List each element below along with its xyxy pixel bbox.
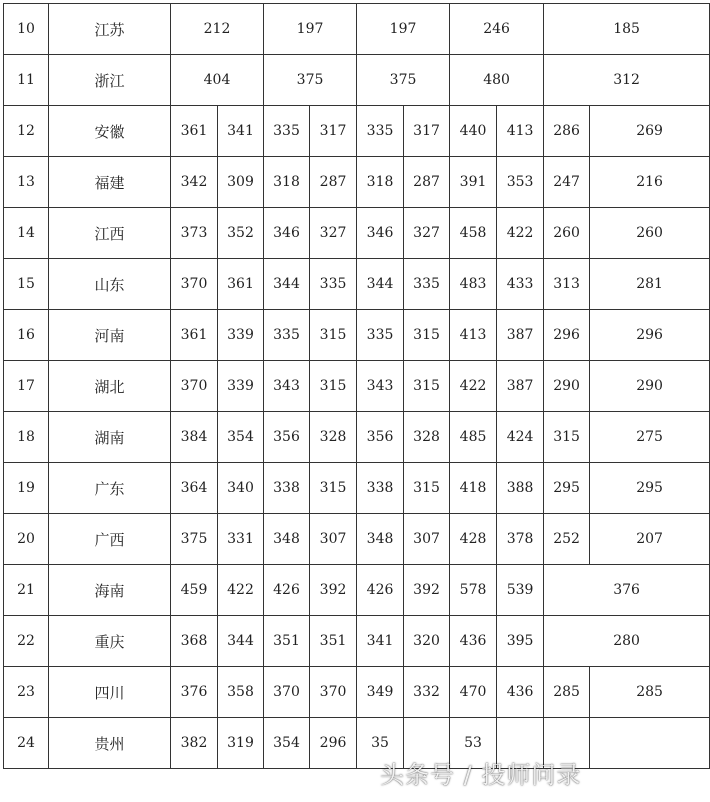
- row-index: 16: [4, 310, 49, 361]
- watermark: 头条号 / 投师问录: [380, 761, 582, 789]
- score-cell: 339: [218, 361, 264, 412]
- score-cell: 328: [310, 412, 357, 463]
- score-cell: 281: [590, 259, 710, 310]
- province-name: 贵州: [49, 718, 171, 769]
- province-name: 浙江: [49, 55, 171, 106]
- row-index: 18: [4, 412, 49, 463]
- score-cell: 216: [590, 157, 710, 208]
- score-cell: 351: [310, 616, 357, 667]
- score-cell: 327: [404, 208, 450, 259]
- province-name: 安徽: [49, 106, 171, 157]
- score-cell: 470: [450, 667, 497, 718]
- score-cell: 318: [357, 157, 404, 208]
- table-row: [4, 259, 710, 310]
- score-cell: [590, 718, 710, 769]
- score-cell-merged: 312: [544, 55, 710, 106]
- table-row: [4, 412, 710, 463]
- score-cell: 295: [590, 463, 710, 514]
- score-cell: 318: [264, 157, 310, 208]
- score-cell: 296: [544, 310, 590, 361]
- score-cell: 296: [590, 310, 710, 361]
- score-cell: 373: [171, 208, 218, 259]
- score-cell-merged: 280: [544, 616, 710, 667]
- province-name: 海南: [49, 565, 171, 616]
- row-index: 12: [4, 106, 49, 157]
- table-body: [4, 4, 710, 769]
- score-cell: 290: [590, 361, 710, 412]
- row-index: 17: [4, 361, 49, 412]
- score-cell: 335: [264, 106, 310, 157]
- row-index: 22: [4, 616, 49, 667]
- score-cell: 341: [357, 616, 404, 667]
- score-cell: 35: [357, 718, 404, 769]
- score-cell: 317: [404, 106, 450, 157]
- score-cell-merged: 480: [450, 55, 544, 106]
- score-cell: 344: [264, 259, 310, 310]
- score-cell: 340: [218, 463, 264, 514]
- score-cell: 354: [264, 718, 310, 769]
- score-cell: 459: [171, 565, 218, 616]
- score-cell: 433: [497, 259, 544, 310]
- province-name: 广西: [49, 514, 171, 565]
- score-cell: 384: [171, 412, 218, 463]
- table-row: [4, 310, 710, 361]
- score-cell: 353: [497, 157, 544, 208]
- province-name: 江西: [49, 208, 171, 259]
- score-cell: 376: [171, 667, 218, 718]
- score-cell: 207: [590, 514, 710, 565]
- score-cell: 346: [357, 208, 404, 259]
- score-cell: 392: [404, 565, 450, 616]
- score-cell-merged: 185: [544, 4, 710, 55]
- score-cell: 348: [264, 514, 310, 565]
- score-cell: 387: [497, 310, 544, 361]
- score-cell: 349: [357, 667, 404, 718]
- table-row: [4, 667, 710, 718]
- score-cell: 424: [497, 412, 544, 463]
- score-cell: 331: [218, 514, 264, 565]
- table-row: [4, 718, 710, 769]
- province-name: 山东: [49, 259, 171, 310]
- score-cell: 335: [310, 259, 357, 310]
- row-index: 20: [4, 514, 49, 565]
- table-row: [4, 106, 710, 157]
- score-cell: 361: [171, 310, 218, 361]
- score-cell: 413: [450, 310, 497, 361]
- score-cell: 260: [544, 208, 590, 259]
- score-cell: 335: [357, 310, 404, 361]
- score-cell: 315: [544, 412, 590, 463]
- score-cell: 346: [264, 208, 310, 259]
- score-cell: 356: [357, 412, 404, 463]
- score-cell-merged: 197: [357, 4, 450, 55]
- score-cell: 247: [544, 157, 590, 208]
- score-cell: 315: [310, 361, 357, 412]
- score-table: [3, 3, 710, 769]
- score-cell: 418: [450, 463, 497, 514]
- score-cell: 352: [218, 208, 264, 259]
- score-cell: 382: [171, 718, 218, 769]
- score-cell: 295: [544, 463, 590, 514]
- score-cell: 485: [450, 412, 497, 463]
- score-cell: 309: [218, 157, 264, 208]
- score-cell: 307: [404, 514, 450, 565]
- score-cell: 252: [544, 514, 590, 565]
- score-cell: 348: [357, 514, 404, 565]
- score-cell: 483: [450, 259, 497, 310]
- score-cell: 436: [450, 616, 497, 667]
- table-row: [4, 616, 710, 667]
- score-cell: 440: [450, 106, 497, 157]
- score-cell: 286: [544, 106, 590, 157]
- score-cell: 458: [450, 208, 497, 259]
- row-index: 10: [4, 4, 49, 55]
- table-row: [4, 361, 710, 412]
- row-index: 24: [4, 718, 49, 769]
- score-cell: 341: [218, 106, 264, 157]
- province-name: 广东: [49, 463, 171, 514]
- score-cell: 335: [404, 259, 450, 310]
- score-cell: 315: [310, 463, 357, 514]
- province-name: 重庆: [49, 616, 171, 667]
- score-cell: 320: [404, 616, 450, 667]
- score-cell: 368: [171, 616, 218, 667]
- score-cell: 388: [497, 463, 544, 514]
- score-cell: 53: [450, 718, 497, 769]
- score-cell: 285: [590, 667, 710, 718]
- score-cell: 287: [404, 157, 450, 208]
- row-index: 15: [4, 259, 49, 310]
- score-cell: 344: [357, 259, 404, 310]
- score-cell: 370: [310, 667, 357, 718]
- score-cell-merged: 212: [171, 4, 264, 55]
- table-row: [4, 157, 710, 208]
- score-cell: 378: [497, 514, 544, 565]
- table-row: [4, 565, 710, 616]
- score-cell: 343: [264, 361, 310, 412]
- score-cell: 351: [264, 616, 310, 667]
- province-name: 湖北: [49, 361, 171, 412]
- score-cell: 338: [264, 463, 310, 514]
- score-cell: 317: [310, 106, 357, 157]
- province-name: 湖南: [49, 412, 171, 463]
- row-index: 21: [4, 565, 49, 616]
- score-cell: 361: [171, 106, 218, 157]
- score-cell: 422: [218, 565, 264, 616]
- score-cell: 364: [171, 463, 218, 514]
- score-cell: 296: [310, 718, 357, 769]
- score-cell: 315: [404, 310, 450, 361]
- score-cell-merged: 197: [264, 4, 357, 55]
- table-row: [4, 208, 710, 259]
- score-cell: 361: [218, 259, 264, 310]
- province-name: 河南: [49, 310, 171, 361]
- score-cell: 375: [171, 514, 218, 565]
- score-cell: 426: [264, 565, 310, 616]
- table-row: [4, 463, 710, 514]
- score-cell: 315: [310, 310, 357, 361]
- province-name: 四川: [49, 667, 171, 718]
- score-cell: 370: [264, 667, 310, 718]
- score-cell: 275: [590, 412, 710, 463]
- score-cell: 260: [590, 208, 710, 259]
- score-cell: 343: [357, 361, 404, 412]
- score-cell: 539: [497, 565, 544, 616]
- score-cell: 339: [218, 310, 264, 361]
- score-cell: 436: [497, 667, 544, 718]
- score-cell: 269: [590, 106, 710, 157]
- table-row: [4, 4, 710, 55]
- province-name: 江苏: [49, 4, 171, 55]
- score-cell: 335: [357, 106, 404, 157]
- score-cell: 307: [310, 514, 357, 565]
- score-cell: 287: [310, 157, 357, 208]
- score-cell-merged: 375: [357, 55, 450, 106]
- score-cell-merged: 246: [450, 4, 544, 55]
- score-cell: 426: [357, 565, 404, 616]
- score-cell: 315: [404, 361, 450, 412]
- score-cell-merged: 376: [544, 565, 710, 616]
- row-index: 14: [4, 208, 49, 259]
- row-index: 13: [4, 157, 49, 208]
- row-index: 23: [4, 667, 49, 718]
- score-cell: 328: [404, 412, 450, 463]
- score-cell-merged: 375: [264, 55, 357, 106]
- score-cell: 344: [218, 616, 264, 667]
- score-cell: 358: [218, 667, 264, 718]
- score-cell: 370: [171, 259, 218, 310]
- score-cell: 335: [264, 310, 310, 361]
- row-index: 11: [4, 55, 49, 106]
- score-cell: 313: [544, 259, 590, 310]
- score-cell: 428: [450, 514, 497, 565]
- score-cell: 319: [218, 718, 264, 769]
- score-cell: 395: [497, 616, 544, 667]
- score-cell: 370: [171, 361, 218, 412]
- province-name: 福建: [49, 157, 171, 208]
- score-cell: 342: [171, 157, 218, 208]
- table-row: [4, 55, 710, 106]
- score-cell: 422: [450, 361, 497, 412]
- table-row: [4, 514, 710, 565]
- score-cell: 290: [544, 361, 590, 412]
- score-cell: 315: [404, 463, 450, 514]
- score-cell: 391: [450, 157, 497, 208]
- score-cell: 413: [497, 106, 544, 157]
- score-cell: 387: [497, 361, 544, 412]
- score-cell: 332: [404, 667, 450, 718]
- score-cell: 285: [544, 667, 590, 718]
- score-cell: 356: [264, 412, 310, 463]
- score-cell: 392: [310, 565, 357, 616]
- score-cell: 338: [357, 463, 404, 514]
- score-cell: 422: [497, 208, 544, 259]
- score-cell: 354: [218, 412, 264, 463]
- score-cell-merged: 404: [171, 55, 264, 106]
- score-cell: 327: [310, 208, 357, 259]
- row-index: 19: [4, 463, 49, 514]
- score-cell: 578: [450, 565, 497, 616]
